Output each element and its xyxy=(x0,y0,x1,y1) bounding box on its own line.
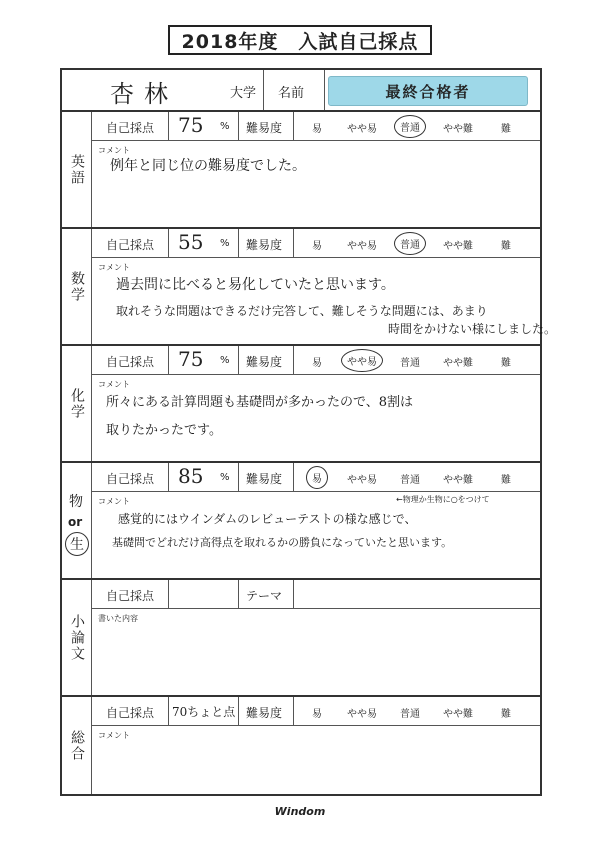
section-math xyxy=(62,229,557,346)
section-english xyxy=(62,112,540,229)
subject-column xyxy=(62,463,92,578)
difficulty-label: 難易度 xyxy=(246,472,283,486)
subject-label-or: or xyxy=(68,515,83,529)
comment-area xyxy=(92,375,540,461)
total-score: 70ちょと点 xyxy=(172,705,236,719)
difficulty-option: 普通 xyxy=(400,358,420,369)
written-content-area xyxy=(92,609,540,695)
section-total xyxy=(62,697,540,794)
english-comment-line: 例年と同じ位の難易度でした。 xyxy=(110,158,306,174)
subject-label-essay: 小論文 xyxy=(69,613,85,662)
difficulty-label: 難易度 xyxy=(246,706,283,720)
chemistry-comment-line: 取りたかったです。 xyxy=(106,423,222,438)
difficulty-option: 難 xyxy=(501,709,511,720)
difficulty-option: 易 xyxy=(312,358,322,369)
math-comment-line: 過去問に比べると易化していたと思います。 xyxy=(116,277,395,293)
subject-column xyxy=(62,580,92,695)
subject-column xyxy=(62,346,92,461)
section-essay xyxy=(62,580,540,697)
divider xyxy=(293,346,294,374)
divider xyxy=(293,463,294,491)
difficulty-label: 難易度 xyxy=(246,238,283,252)
subject-label-biology-circled: 生 xyxy=(65,532,89,556)
difficulty-label: 難易度 xyxy=(246,355,283,369)
comment-label: コメント xyxy=(98,731,130,740)
comment-area xyxy=(92,726,540,792)
difficulty-option: やや易 xyxy=(347,709,377,720)
comment-area xyxy=(92,141,540,227)
difficulty-option: 難 xyxy=(501,241,511,252)
difficulty-option: 難 xyxy=(501,124,511,135)
score-row xyxy=(92,580,540,609)
math-score: 55 xyxy=(178,230,204,254)
comment-label: コメント xyxy=(98,263,130,272)
name-label: 名前 xyxy=(278,86,305,101)
divider xyxy=(168,580,169,608)
self-score-label: 自己採点 xyxy=(106,706,155,720)
difficulty-option: やや難 xyxy=(443,241,473,252)
score-row xyxy=(92,463,540,492)
difficulty-option: 難 xyxy=(501,475,511,486)
name-value: 最終合格者 xyxy=(328,76,528,106)
divider xyxy=(168,112,169,140)
difficulty-label: 難易度 xyxy=(246,121,283,135)
percent-sign: % xyxy=(220,472,230,483)
divider xyxy=(238,580,239,608)
divider xyxy=(238,697,239,725)
comment-label: コメント xyxy=(98,146,130,155)
divider xyxy=(238,229,239,257)
divider xyxy=(293,112,294,140)
divider xyxy=(293,229,294,257)
header-row xyxy=(62,70,540,112)
comment-label: コメント xyxy=(98,380,130,389)
difficulty-option: やや難 xyxy=(443,709,473,720)
subject-label-math: 数学 xyxy=(69,270,85,303)
divider xyxy=(238,346,239,374)
difficulty-option: 普通 xyxy=(400,709,420,720)
difficulty-option: 易 xyxy=(312,241,322,252)
difficulty-option-selected: 普通 xyxy=(394,232,426,255)
self-score-label: 自己採点 xyxy=(106,589,155,603)
footer-brand: Windom xyxy=(274,805,326,818)
comment-area xyxy=(92,258,557,344)
difficulty-option: やや難 xyxy=(443,475,473,486)
difficulty-option: 普通 xyxy=(400,475,420,486)
subject-label-chemistry: 化学 xyxy=(69,387,85,420)
self-score-label: 自己採点 xyxy=(106,238,155,252)
written-content-label: 書いた内容 xyxy=(98,614,138,623)
math-comment-line: 時間をかけない様にしました。 xyxy=(388,322,557,336)
bio-phys-comment-line: 基礎問でどれだけ高得点を取れるかの勝負になっていたと思います。 xyxy=(112,536,453,549)
self-score-label: 自己採点 xyxy=(106,121,155,135)
divider xyxy=(238,112,239,140)
subject-column xyxy=(62,697,92,794)
difficulty-option: やや易 xyxy=(347,475,377,486)
divider xyxy=(238,463,239,491)
subject-note: ←物理か生物に○をつけて xyxy=(396,495,490,504)
difficulty-option-selected: 普通 xyxy=(394,115,426,138)
math-comment-line: 取れそうな問題はできるだけ完答して、難しそうな問題には、あまり xyxy=(116,304,488,318)
score-row xyxy=(92,346,540,375)
university-label: 大学 xyxy=(230,86,257,101)
subject-label-total: 総合 xyxy=(69,729,85,762)
difficulty-option: やや難 xyxy=(443,358,473,369)
difficulty-option: 易 xyxy=(312,124,322,135)
chemistry-comment-line: 所々にある計算問題も基礎問が多かったので、8割は xyxy=(106,395,414,410)
percent-sign: % xyxy=(220,355,230,366)
difficulty-option: 難 xyxy=(501,358,511,369)
comment-label: コメント xyxy=(98,497,130,506)
theme-label: テーマ xyxy=(246,589,283,603)
score-row xyxy=(92,112,540,141)
divider xyxy=(293,580,294,608)
score-row xyxy=(92,229,540,258)
divider xyxy=(168,463,169,491)
subject-column xyxy=(62,229,92,344)
bio-phys-comment-line: 感覚的にはウインダムのレビューテストの様な感じで、 xyxy=(118,512,417,526)
bio-phys-score: 85 xyxy=(178,464,204,488)
university-name: 杏林 xyxy=(110,80,178,108)
difficulty-option-selected: 易 xyxy=(306,466,328,489)
difficulty-option: やや易 xyxy=(347,241,377,252)
self-score-label: 自己採点 xyxy=(106,355,155,369)
subject-label-english: 英語 xyxy=(69,153,85,186)
divider xyxy=(168,346,169,374)
percent-sign: % xyxy=(220,238,230,249)
section-physics-or-biology xyxy=(62,463,540,580)
divider xyxy=(168,697,169,725)
chemistry-score: 75 xyxy=(178,347,204,371)
self-score-label: 自己採点 xyxy=(106,472,155,486)
english-score: 75 xyxy=(178,113,204,137)
difficulty-option-selected: やや易 xyxy=(341,349,383,372)
percent-sign: % xyxy=(220,121,230,132)
difficulty-option: やや難 xyxy=(443,124,473,135)
divider xyxy=(263,70,264,110)
divider xyxy=(168,229,169,257)
divider xyxy=(324,70,325,110)
difficulty-option: やや易 xyxy=(347,124,377,135)
difficulty-option: 易 xyxy=(312,709,322,720)
divider xyxy=(293,697,294,725)
subject-label-physics: 物 xyxy=(69,494,83,510)
score-row xyxy=(92,697,540,726)
subject-column xyxy=(62,112,92,227)
page-title: 2018年度 入試自己採点 xyxy=(168,25,432,55)
section-chemistry xyxy=(62,346,540,463)
score-sheet xyxy=(60,68,557,796)
comment-area xyxy=(92,492,540,578)
